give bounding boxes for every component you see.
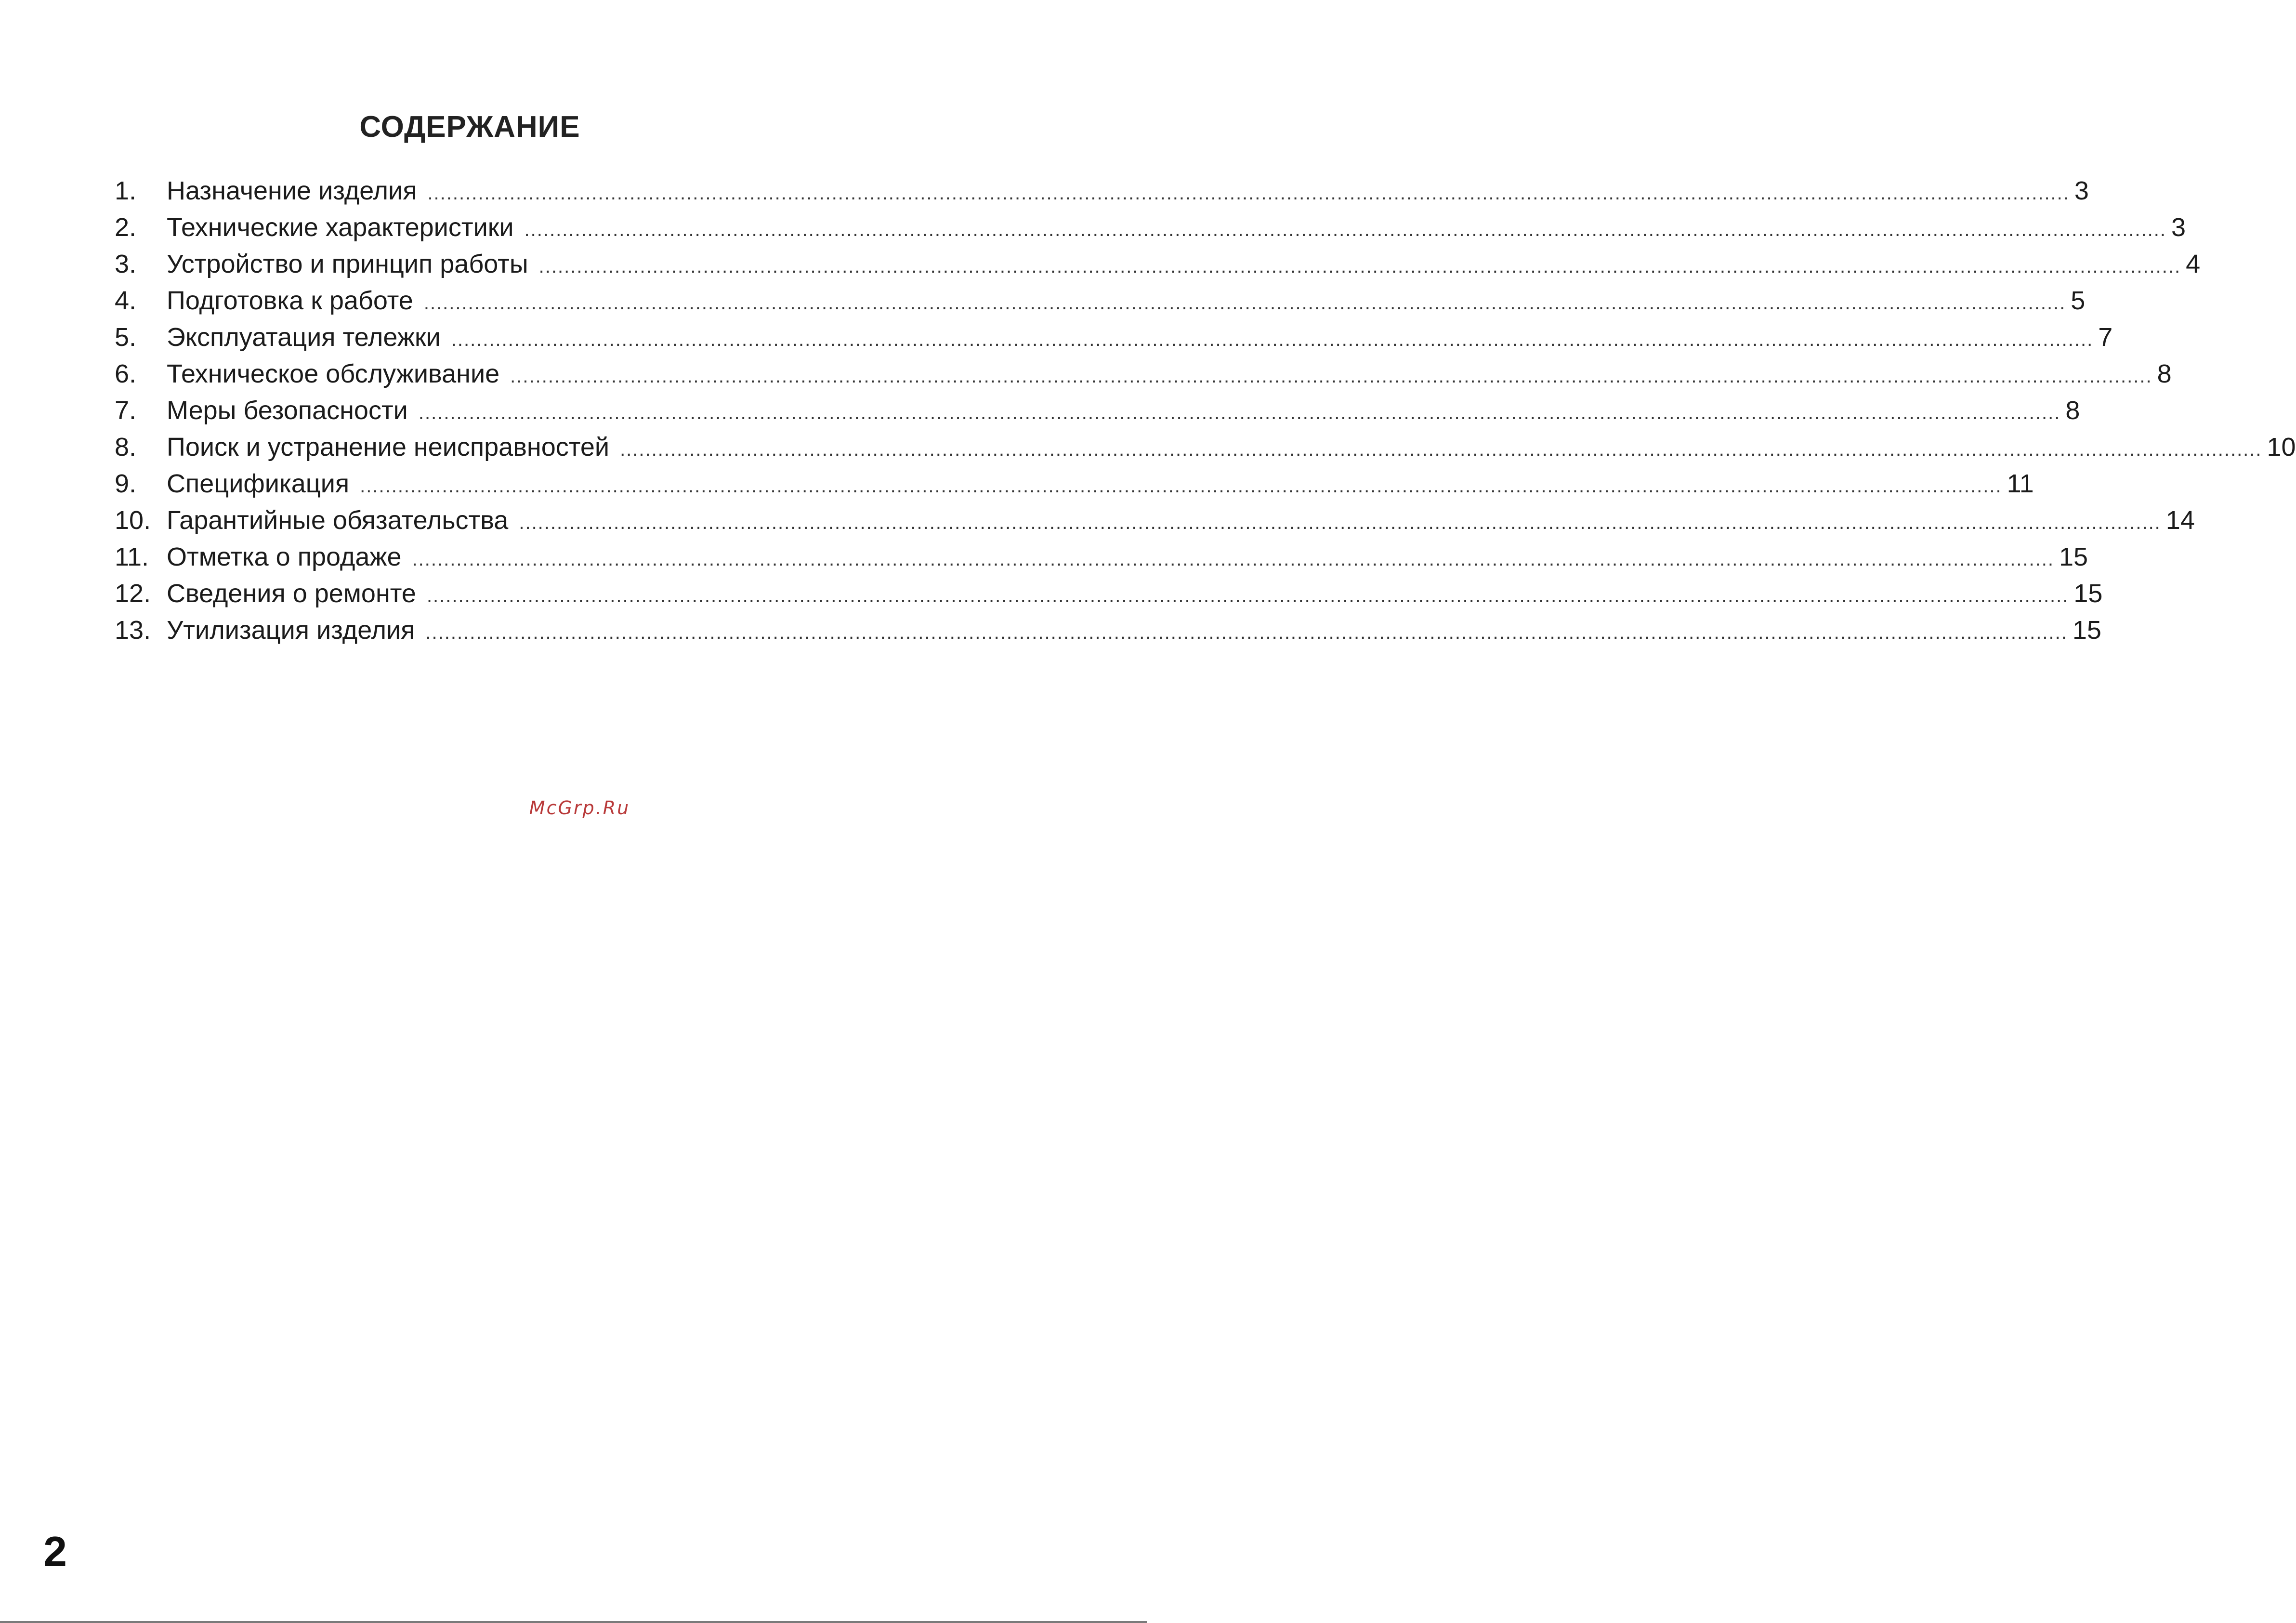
- watermark: [0, 797, 1147, 818]
- toc-entry-title: Спецификация: [167, 469, 350, 498]
- toc-entry-page: 10: [2267, 433, 2296, 462]
- toc-entry: [115, 392, 2080, 429]
- toc-dot-leader: ....................................................................................................................................................................................................................................................................: [418, 402, 2061, 423]
- toc-entry-title: Поиск и устранение неисправностей: [167, 433, 610, 462]
- toc-entry-page: 8: [2157, 359, 2172, 388]
- toc-entry-page: 7: [2098, 323, 2113, 352]
- toc-entry-page: 3: [2171, 213, 2186, 242]
- toc-entry-number: 7.: [115, 396, 137, 425]
- toc-dot-leader: ....................................................................................................................................................................................................................................................................: [519, 512, 2161, 533]
- toc-entry-title: Утилизация изделия: [167, 616, 415, 645]
- toc-dot-leader: ....................................................................................................................................................................................................................................................................: [412, 549, 2054, 570]
- page-title-text: СОДЕРЖАНИЕ: [359, 110, 580, 144]
- toc-entry-title: Устройство и принцип работы: [167, 250, 528, 278]
- toc-entry-title: Отметка о продаже: [167, 542, 402, 571]
- toc-entry-page: 15: [2072, 616, 2101, 645]
- toc-entry-number: 9.: [115, 469, 137, 498]
- toc-entry-number: 4.: [115, 286, 137, 315]
- toc-entry-number: 1.: [115, 176, 137, 205]
- toc-entry-page: 11: [2007, 469, 2034, 498]
- watermark-text: McGrp.Ru: [529, 797, 630, 818]
- toc-entry-page: 4: [2186, 250, 2201, 278]
- toc-dot-leader: ....................................................................................................................................................................................................................................................................: [538, 256, 2181, 277]
- toc-entry-number: 8.: [115, 433, 137, 462]
- toc-entry-number: 10.: [115, 506, 151, 535]
- toc-dot-leader: ....................................................................................................................................................................................................................................................................: [510, 366, 2152, 387]
- toc-dot-leader: ....................................................................................................................................................................................................................................................................: [427, 183, 2070, 204]
- bottom-divider: [0, 1621, 1147, 1623]
- toc-entry: [115, 356, 2172, 392]
- toc-entry-number: 12.: [115, 579, 151, 608]
- toc-entry-title: Технические характеристики: [167, 213, 514, 242]
- toc-entry-number: 11.: [115, 542, 149, 571]
- toc-entry: [115, 575, 2103, 612]
- toc-dot-leader: ....................................................................................................................................................................................................................................................................: [451, 329, 2094, 350]
- toc-entry-number: 13.: [115, 616, 151, 645]
- toc-entry-title: Эксплуатация тележки: [167, 323, 441, 352]
- toc-entry-page: 14: [2165, 506, 2195, 535]
- toc-dot-leader: ....................................................................................................................................................................................................................................................................: [425, 622, 2068, 643]
- toc-entry: [115, 612, 2101, 648]
- toc-entry: [115, 319, 2113, 356]
- toc-entry: [115, 465, 2034, 502]
- toc-entry: [115, 502, 2195, 539]
- toc-entry-page: 5: [2071, 286, 2086, 315]
- toc-dot-leader: ....................................................................................................................................................................................................................................................................: [360, 475, 2002, 497]
- toc-entry-number: 2.: [115, 213, 137, 242]
- toc-entry-number: 6.: [115, 359, 137, 388]
- toc-dot-leader: ....................................................................................................................................................................................................................................................................: [426, 585, 2069, 607]
- toc-entry-page: 8: [2065, 396, 2080, 425]
- toc-entry: [115, 539, 2088, 575]
- toc-entry-title: Подготовка к работе: [167, 286, 413, 315]
- toc-entry-number: 3.: [115, 250, 137, 278]
- toc-entry-title: Сведения о ремонте: [167, 579, 416, 608]
- toc-entry-page: 15: [2059, 542, 2088, 571]
- toc-entry-title: Техническое обслуживание: [167, 359, 500, 388]
- toc-entry: [115, 246, 2201, 282]
- table-of-contents: [115, 172, 2296, 648]
- toc-entry: [115, 282, 2086, 319]
- toc-entry: [115, 172, 2089, 209]
- toc-dot-leader: ....................................................................................................................................................................................................................................................................: [620, 439, 2262, 460]
- toc-entry-page: 3: [2074, 176, 2089, 205]
- toc-entry-page: 15: [2073, 579, 2103, 608]
- toc-entry-title: Назначение изделия: [167, 176, 417, 205]
- page-number: 2: [43, 1528, 67, 1575]
- toc-dot-leader: ....................................................................................................................................................................................................................................................................: [524, 219, 2166, 240]
- toc-entry-number: 5.: [115, 323, 137, 352]
- toc-entry: [115, 209, 2186, 246]
- toc-entry-title: Меры безопасности: [167, 396, 408, 425]
- toc-entry: [115, 429, 2296, 465]
- toc-entry-title: Гарантийные обязательства: [167, 506, 509, 535]
- page-title: [0, 110, 1147, 144]
- toc-dot-leader: ....................................................................................................................................................................................................................................................................: [423, 292, 2066, 314]
